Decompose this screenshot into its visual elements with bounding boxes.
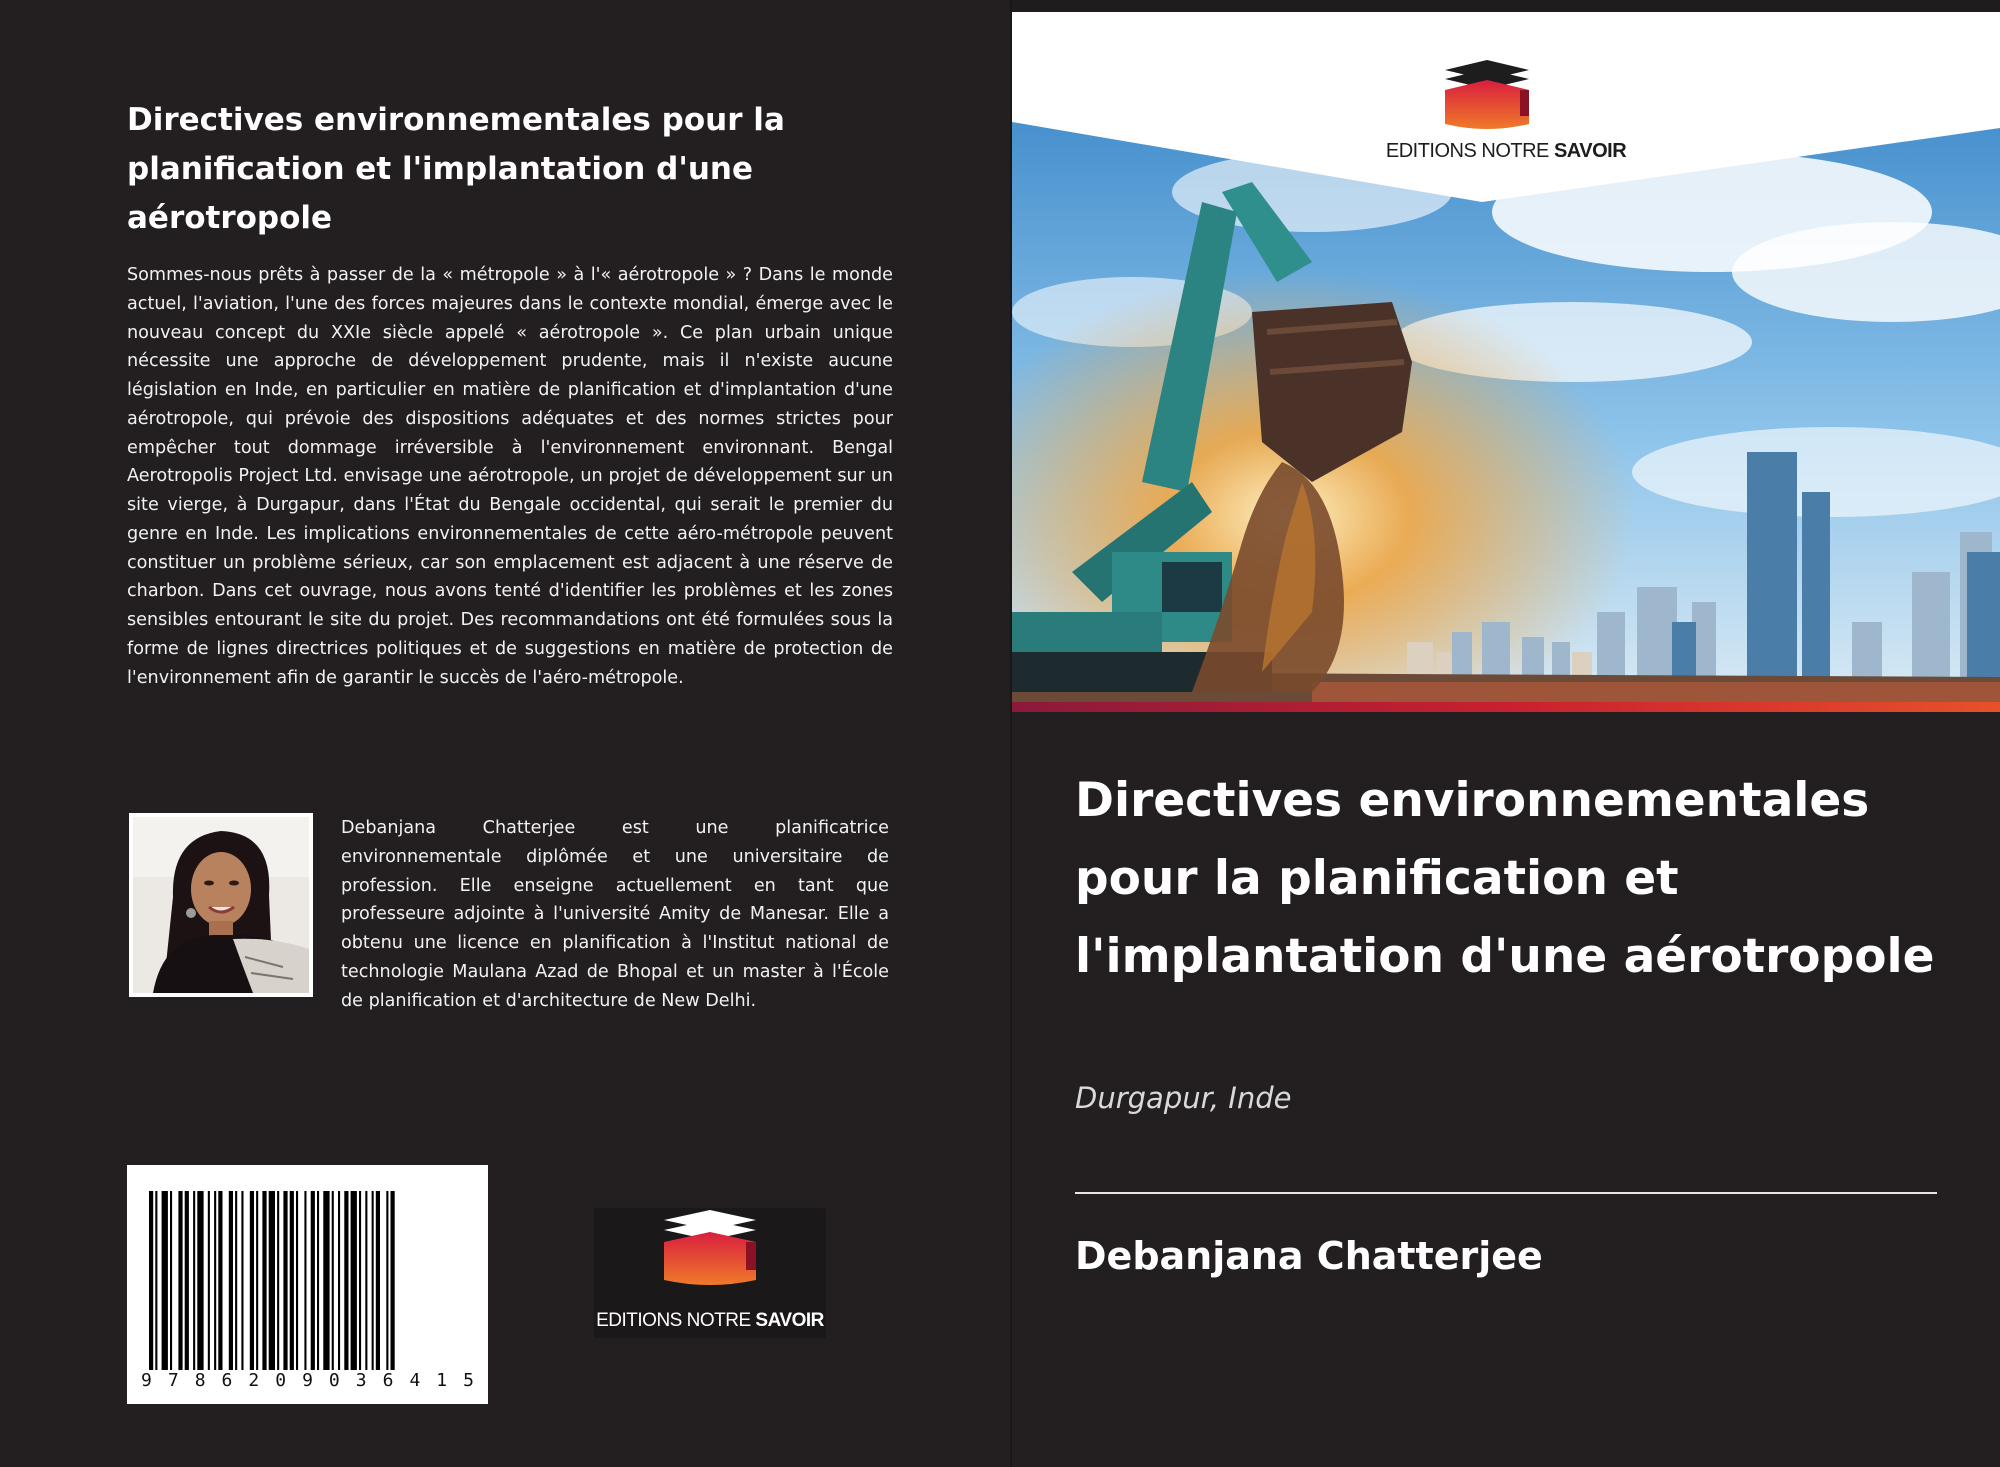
isbn-barcode bbox=[127, 1165, 488, 1404]
publisher-name-bold-front: SAVOIR bbox=[1553, 140, 1627, 162]
barcode-bar bbox=[214, 1191, 216, 1370]
back-cover-blurb: Sommes-nous prêts à passer de la « métropole » à l'« aérotropole » ? Dans le monde actuel, l'aviation, l'une des forces majeures dans le contexte mondial, émerge avec le nouveau concept du XXIe siècle appelé « aérotropole ». Ce plan urbain unique nécessite une approche de développement prudente, mais il n'existe aucune législation en Inde, en particulier en matière de planification et d'implantation d'une aérotropole, qui prévoie des dispositions adéquates et des normes strictes pour empêcher tout dommage irréversible à l'environnement environnant. Bengal Aerotropolis Project Ltd. envisage une aérotropole, un projet de développement sur un site vierge, à Durgapur, dans l'État du Bengale occidental, qui serait le premier du genre en Inde. Les implications environnementales de cette aéro-métropole peuvent constituer un problème sérieux, car son emplacement est adjacent à une réserve de charbon. Dans cet ouvrage, nous avons tenté d'identifier les problèmes et les zones sensibles entourant le site du projet. Des recommandations ont été formulées sous la forme de lignes directrices politiques et de suggestions en matière de protection de l'environnement afin de garantir le succès de l'aéro-métropole. bbox=[127, 265, 893, 688]
barcode-bar bbox=[317, 1191, 319, 1370]
barcode-bar bbox=[162, 1191, 168, 1370]
barcode-bar bbox=[386, 1191, 388, 1370]
stacked-books-icon bbox=[1445, 60, 1529, 129]
barcode-bar bbox=[193, 1191, 195, 1370]
barcode-bar bbox=[277, 1191, 279, 1370]
isbn-digit: 9 bbox=[302, 1370, 313, 1391]
barcode-bar bbox=[365, 1191, 367, 1370]
publisher-logo-back bbox=[594, 1208, 826, 1338]
barcode-bar bbox=[208, 1191, 210, 1370]
isbn-digit: 8 bbox=[194, 1370, 206, 1391]
isbn-digit: 1 bbox=[436, 1370, 448, 1391]
barcode-bar bbox=[332, 1191, 334, 1370]
front-cover bbox=[1012, 12, 2000, 1467]
barcode-bar bbox=[149, 1191, 153, 1370]
publisher-name-regular-front: EDITIONS NOTRE bbox=[1385, 140, 1554, 162]
front-cover-subtitle: Durgapur, Inde bbox=[1075, 1081, 1292, 1115]
isbn-digit: 6 bbox=[221, 1370, 233, 1391]
barcode-bar bbox=[311, 1191, 315, 1370]
publisher-name-bold: SAVOIR bbox=[755, 1310, 824, 1331]
front-cover-title: Directives environnementales pour la planification et l'implantation d'une aérotropole bbox=[1075, 773, 1935, 984]
barcode-bar bbox=[250, 1191, 254, 1370]
isbn-digit: 3 bbox=[355, 1370, 367, 1391]
barcode-bar bbox=[155, 1191, 157, 1370]
barcode-bar bbox=[323, 1191, 329, 1370]
barcode-bar bbox=[344, 1191, 348, 1370]
barcode-bar bbox=[197, 1191, 203, 1370]
front-cover-author: Debanjana Chatterjee bbox=[1075, 1234, 1543, 1278]
author-bio: Debanjana Chatterjee est une planificatrice environnementale diplômée et une universitaire de profession. Elle enseigne actuellement en tant que professeure adjointe à l'université Amity de Manesar. Elle a obtenu une licence en planification à l'Institut national de technologie Maulana Azad de Bhopal et un master à l'École de planification et d'architecture de New Delhi. bbox=[341, 818, 889, 1011]
barcode-bar bbox=[218, 1191, 222, 1370]
barcode-bar bbox=[178, 1191, 182, 1370]
barcode-bar bbox=[376, 1191, 380, 1370]
barcode-bar bbox=[262, 1191, 266, 1370]
isbn-digit: 9 bbox=[141, 1370, 152, 1391]
barcode-bar bbox=[283, 1191, 287, 1370]
barcode-bar bbox=[229, 1191, 233, 1370]
barcode-bar bbox=[256, 1191, 258, 1370]
barcode-bar bbox=[170, 1191, 172, 1370]
isbn-digit: 0 bbox=[275, 1370, 287, 1391]
barcode-bar bbox=[296, 1191, 298, 1370]
barcode-bar bbox=[269, 1191, 275, 1370]
barcode-bar bbox=[359, 1191, 361, 1370]
divider bbox=[1075, 1192, 1937, 1194]
author-photo bbox=[129, 813, 313, 997]
stacked-books-icon bbox=[594, 1208, 826, 1304]
barcode-bar bbox=[372, 1191, 374, 1370]
isbn-digit: 4 bbox=[409, 1370, 421, 1391]
isbn-digit: 5 bbox=[463, 1370, 474, 1391]
barcode-bar bbox=[351, 1191, 357, 1370]
barcode-bar bbox=[241, 1191, 243, 1370]
isbn-digit: 6 bbox=[382, 1370, 394, 1391]
isbn-digit: 2 bbox=[248, 1370, 260, 1391]
back-cover-title: Directives environnementales pour la planification et l'implantation d'une aérotropole bbox=[127, 102, 785, 236]
cover-photo-excavator-city bbox=[1012, 12, 2000, 712]
barcode-bar bbox=[185, 1191, 189, 1370]
barcode-bar bbox=[235, 1191, 237, 1370]
barcode-bar bbox=[338, 1191, 340, 1370]
barcode-bars bbox=[127, 1165, 488, 1370]
isbn-digits bbox=[135, 1370, 480, 1391]
isbn-digit: 7 bbox=[167, 1370, 179, 1391]
isbn-digit: 0 bbox=[328, 1370, 340, 1391]
barcode-bar bbox=[391, 1191, 395, 1370]
barcode-bar bbox=[290, 1191, 294, 1370]
publisher-name-regular: EDITIONS NOTRE bbox=[596, 1310, 756, 1331]
barcode-bar bbox=[304, 1191, 306, 1370]
